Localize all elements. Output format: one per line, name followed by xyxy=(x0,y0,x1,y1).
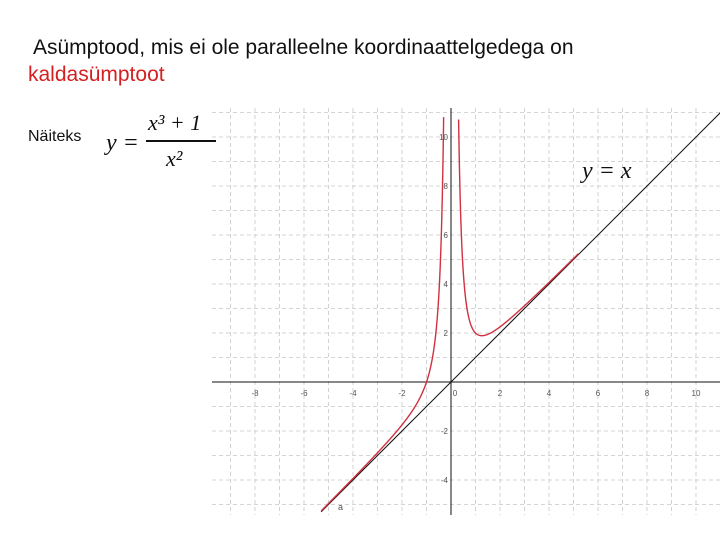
formula-lhs: y = xyxy=(106,130,139,156)
asymptote-line xyxy=(321,113,720,512)
function-curve-left xyxy=(321,117,444,511)
x-tick-label: 10 xyxy=(691,389,701,398)
x-tick-label: 8 xyxy=(644,389,650,398)
y-tick-label: 10 xyxy=(439,133,448,142)
heading-line-2: kaldasümptoot xyxy=(28,63,165,86)
x-tick-label: 2 xyxy=(497,389,503,398)
graph-grid xyxy=(212,108,720,515)
y-tick-label: 2 xyxy=(443,329,448,338)
x-tick-label: 4 xyxy=(546,389,552,398)
y-tick-label: 6 xyxy=(443,231,448,240)
formula-numerator: x³ + 1 xyxy=(148,110,202,135)
heading-line-1: Asümptood, mis ei ole paralleelne koordinaattelgedega on xyxy=(33,36,574,59)
y-tick-label: 4 xyxy=(443,280,448,289)
graph-axes xyxy=(212,108,720,515)
y-tick-label: 8 xyxy=(443,182,448,191)
asymptote-label: y = x xyxy=(582,158,632,184)
y-tick-label: -2 xyxy=(440,427,448,436)
example-label: Näiteks xyxy=(28,128,82,145)
point-label: a xyxy=(338,502,344,512)
x-tick-label: -8 xyxy=(251,389,259,398)
function-curve-right xyxy=(459,119,579,335)
x-tick-label: 0 xyxy=(452,389,458,398)
y-tick-label: -4 xyxy=(440,476,448,485)
x-tick-label: -4 xyxy=(349,389,357,398)
x-tick-label: -6 xyxy=(300,389,308,398)
formula-denominator: x² xyxy=(166,146,183,171)
x-tick-label: -2 xyxy=(398,389,406,398)
x-tick-label: 6 xyxy=(595,389,601,398)
